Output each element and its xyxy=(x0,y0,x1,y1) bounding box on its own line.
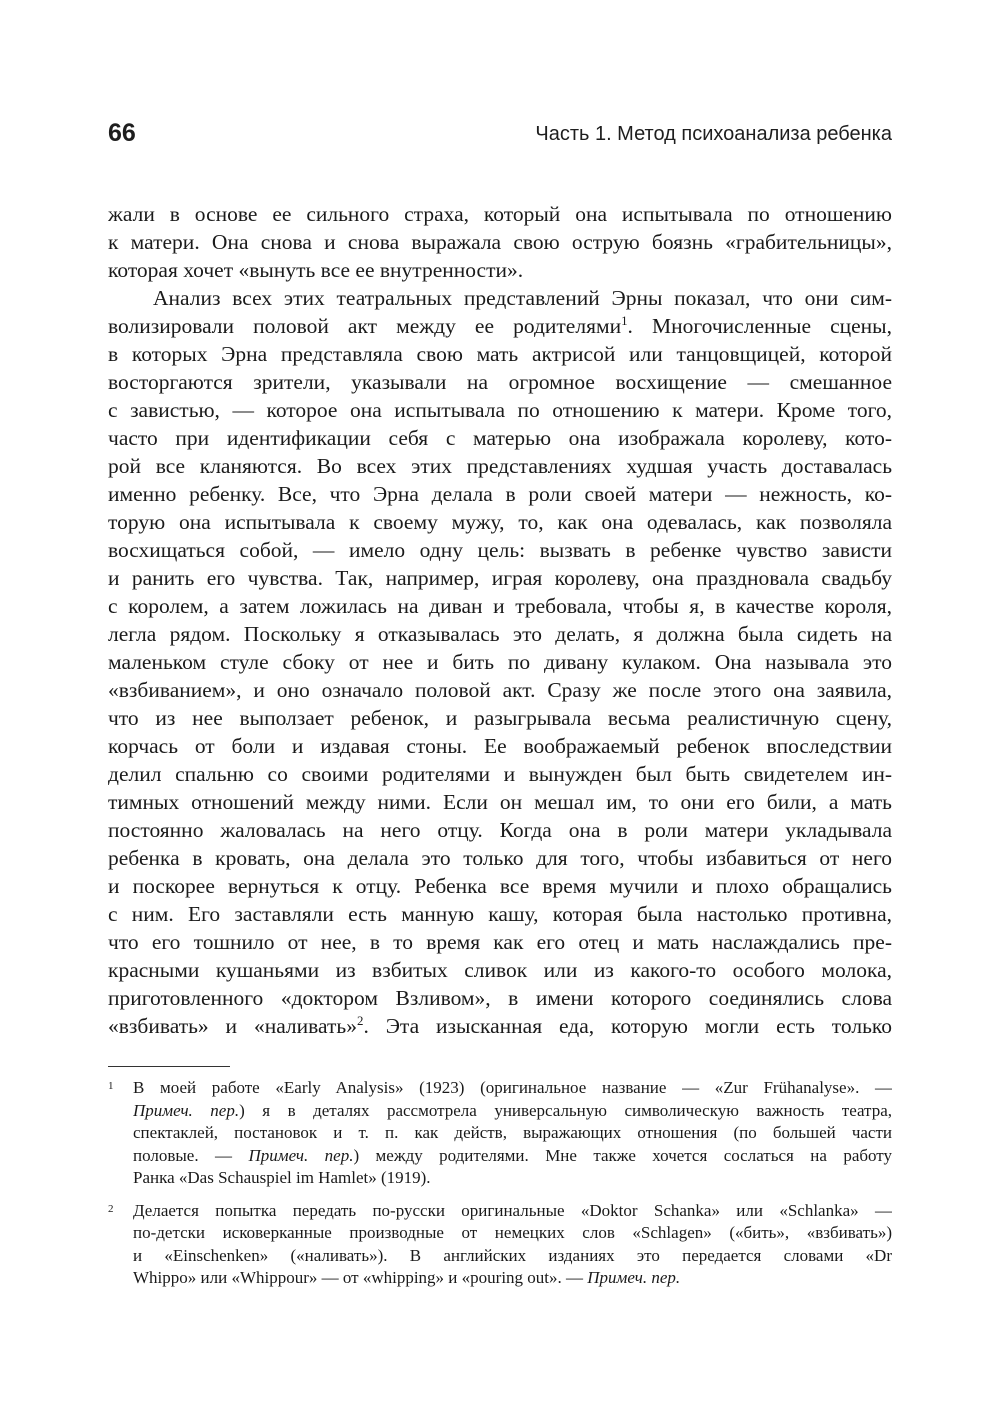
text-fragment: половые. — xyxy=(133,1145,249,1165)
footnote-line: спектаклей, постановок и т. п. как действ, выражающих отношения (по большей части xyxy=(133,1123,892,1142)
text-line: ребенка в кровать, она делала это только для того, чтобы избавиться от него xyxy=(108,846,892,870)
text-fragment: «взбивать» и «наливать» xyxy=(108,1014,357,1038)
text-line: которая хочет «вынуть все ее внутренности». xyxy=(108,258,524,282)
text-line: торую она испытывала к своему мужу, то, как она одевалась, как позволяла xyxy=(108,510,892,534)
text-line: часто при идентификации себя с матерью она изображала королеву, кото- xyxy=(108,426,892,450)
text-line xyxy=(108,1012,892,1040)
text-line: с завистью, — которое она испытывала по отношению к матери. Кроме того, xyxy=(108,398,892,422)
page-number: 66 xyxy=(108,119,136,147)
text-line: именно ребенку. Все, что Эрна делала в роли своей матери — нежность, ко- xyxy=(108,482,892,506)
text-fragment: Эта изысканная еда, которую могли есть только xyxy=(385,1014,892,1038)
text-line xyxy=(108,312,892,340)
text-line: рой все кланяются. Во всех этих представлениях худшая участь доставалась xyxy=(108,454,892,478)
text-line: в которых Эрна представляла свою мать актрисой или танцовщицей, которой xyxy=(108,342,892,366)
text-line: приготовленного «доктором Взливом», в имени которого соединялись слова xyxy=(108,986,892,1010)
text-line: «взбиванием», и оно означало половой акт. Сразу же после этого она заявила, xyxy=(108,678,892,702)
text-line: тимных отношений между ними. Если он мешал им, то они его били, а мать xyxy=(108,790,892,814)
footnote-line: Ранка «Das Schauspiel im Hamlet» (1919). xyxy=(133,1168,431,1187)
footnote-line: Делается попытка передать по-русски оригинальные «Doktor Schanka» или «Schlanka» — xyxy=(133,1200,892,1220)
text-fragment: . xyxy=(363,1014,386,1038)
text-line: и ранить его чувства. Так, например, играя королеву, она праздновала свадьбу xyxy=(108,566,892,590)
footnote-line xyxy=(133,1145,892,1168)
italic-note: Примеч. пер. xyxy=(248,1145,354,1165)
text-fragment: . Многочисленные сцены, xyxy=(627,314,892,338)
text-fragment: Whippo» или «Whippour» — от «whipping» и «pouring out». — xyxy=(133,1268,588,1287)
page-header xyxy=(108,118,892,152)
text-line: с ним. Его заставляли есть манную кашу, которая была настолько противна, xyxy=(108,902,892,926)
footnote-line: и «Einschenken» («наливать»). В английских изданиях это передается словами «Dr xyxy=(133,1245,892,1265)
text-line: и поскорее вернуться к отцу. Ребенка все время мучили и плохо обращались xyxy=(108,874,892,898)
footnote-2 xyxy=(108,1200,892,1290)
footnote-line: по-детски исковерканные производные от немецких слов «Schlagen» («бить», «взбивать») xyxy=(133,1223,892,1242)
footnote-ref-1[interactable]: 1 xyxy=(621,313,628,328)
text-line: что его тошнило от нее, в то время как его отец и мать наслаждались пре- xyxy=(108,930,892,954)
footnote-ref-2[interactable]: 2 xyxy=(356,1013,364,1028)
text-fragment: ) между родителями. Мне также хочется сослаться на работу xyxy=(353,1145,892,1165)
footnote-mark: 1 xyxy=(108,1080,114,1092)
footnote-line: В моей работе «Early Analysis» (1923) (оригинальное название — «Zur Frühanalyse». — xyxy=(133,1078,892,1097)
body-text xyxy=(108,200,892,1040)
text-line: красными кушаньями из взбитых сливок или из какого-то особого молока, xyxy=(108,958,892,982)
text-line: маленьком стуле сбоку от нее и бить по дивану кулаком. Она называла это xyxy=(108,650,892,674)
text-line: что из нее выползает ребенок, и разыгрывала весьма реалистичную сцену, xyxy=(108,706,892,730)
footnote-mark: 2 xyxy=(108,1202,114,1215)
text-line: восхищаться собой, — имело одну цель: вызвать в ребенке чувство зависти xyxy=(108,538,892,562)
text-line: восторгаются зрители, указывали на огромное восхищение — смешанное xyxy=(108,370,892,394)
italic-note: Примеч. пер. xyxy=(587,1268,681,1287)
text-line: легла рядом. Поскольку я отказывалась это делать, я должна была сидеть на xyxy=(108,622,892,646)
footnote-line xyxy=(133,1100,892,1123)
text-line: постоянно жаловалась на него отцу. Когда она в роли матери укладывала xyxy=(108,818,892,842)
text-fragment: ) я в деталях рассмотрела универсальную символическую важность театра, xyxy=(239,1100,892,1120)
text-line: делил спальню со своими родителями и вынужден был быть свидетелем ин- xyxy=(108,762,892,786)
footnotes xyxy=(108,1077,892,1300)
text-line: с королем, а затем ложилась на диван и требовала, чтобы я, в качестве короля, xyxy=(108,594,892,618)
text-line: Анализ всех этих театральных представлений Эрны показал, что они сим- xyxy=(153,286,892,310)
footnote-line xyxy=(133,1267,892,1290)
italic-note: Примеч. пер. xyxy=(133,1100,240,1120)
text-line: к матери. Она снова и снова выражала свою острую боязнь «грабительницы», xyxy=(108,230,892,254)
footnote-separator xyxy=(108,1066,230,1067)
footnote-1 xyxy=(108,1077,892,1190)
running-title: Часть 1. Метод психоанализа ребенка xyxy=(535,123,892,145)
text-line: корчась от боли и издавая стоны. Ее воображаемый ребенок впоследствии xyxy=(108,734,892,758)
text-fragment: волизировали половой акт между ее родителями xyxy=(108,314,622,338)
text-line: жали в основе ее сильного страха, который она испытывала по отношению xyxy=(108,202,892,226)
